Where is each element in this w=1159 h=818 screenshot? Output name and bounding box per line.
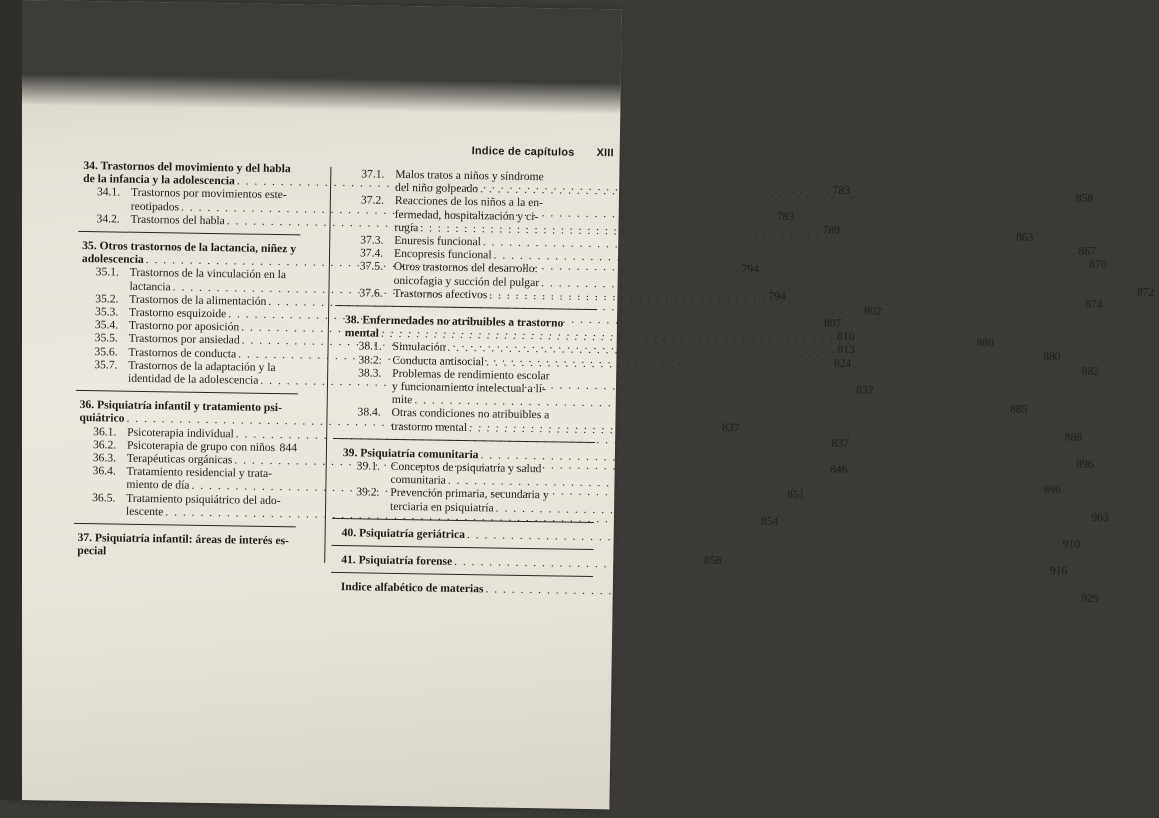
page-number: 807: [823, 316, 842, 330]
section-36-4: 36.4. Tratamiento residencial y trata- miento de día . . . 851: [92, 464, 296, 494]
section-37-5: 37.5. Otros trastornos del desarrollo: onicofagia y succión del pulgar . . . 872: [360, 260, 598, 290]
chapter-number: 40.: [341, 525, 357, 540]
page-number: 846: [829, 462, 848, 477]
chapter-title: Indice alfabético de materias: [340, 580, 484, 596]
chapter-number: 35.: [82, 238, 97, 253]
section-35-3: 35.3. Trastorno esquizoide . . . 807: [95, 305, 299, 321]
section-title: Trastornos por movimientos este-: [130, 186, 287, 202]
section-title: Tratamiento residencial y trata-: [126, 464, 273, 481]
page-number: 783: [776, 209, 795, 223]
header-title: Indice de capítulos: [471, 145, 575, 159]
chapter-title: Psiquiatría comunitaria: [360, 446, 479, 462]
section-title: Trastornos por ansiedad: [128, 332, 240, 347]
chapter-number: 38.: [344, 313, 360, 327]
chapter-title: Psiquiatría forense: [358, 553, 453, 568]
page-number: 903: [1091, 510, 1109, 524]
section-39-1: 39.1. Conceptos de psiquiatría y salud comunitaria . . . 896: [356, 459, 594, 489]
section-37-3: 37.3. Enuresis funcional . . . 867: [360, 233, 598, 250]
page-number: 874: [1084, 297, 1103, 311]
section-title: Otros trastornos del desarrollo:: [393, 260, 538, 276]
page-number: 880: [976, 336, 995, 350]
section-38-2: 38.2. Conducta antisocial . . . 882: [358, 353, 596, 370]
running-header: [472, 145, 614, 159]
chapter-divider: [331, 572, 593, 577]
section-title: Simulación: [392, 340, 446, 355]
section-title: Trastornos de conducta: [128, 345, 237, 361]
section-34-1: 34.1. Trastornos por movimientos este- reotipados . . . 783: [97, 186, 301, 216]
page-number: 802: [863, 304, 882, 318]
page-number: 813: [837, 343, 855, 357]
section-37-2: 37.2. Reacciones de los niños a la en- fermedad, hospitalización y ci- rugía . . . 863: [360, 194, 599, 237]
page-number: 810: [836, 330, 855, 344]
chapter-title: Psiquiatría infantil: áreas de interés es-: [94, 531, 290, 548]
chapter-title: Psiquiatría geriátrica: [358, 526, 466, 541]
page-number: 896: [1043, 483, 1062, 497]
chapter-35: 35. Otros trastornos de la lactancia, niñez y adolescencia . . . 794 35.1. Trastornos de la vinculación en la lactancia . . . 794 35.2. Trastornos de la alimentación . . . 802 35.3. Trastorno esquizoide . . . 807 35.4. Trastorno por aposición . . . 810 35.5. Trastornos por ansiedad . . . 813 35.6. Trastornos de conducta . . . 824 35.7. Trastornos de la adaptación y la identidad de la adolescencia . . . 832: [80, 239, 300, 388]
chapter-divider: [78, 231, 300, 235]
section-title: Reacciones de los niños a la en-: [394, 194, 544, 210]
chapter-divider: [74, 523, 296, 527]
section-title: Trastornos de la adaptación y la: [128, 358, 276, 374]
section-title: Trastornos del habla: [130, 212, 225, 228]
header-page-number: XIII: [596, 147, 614, 160]
section-36-2: 36.2. Psicoterapia de grupo con niños . . . 844: [93, 438, 297, 454]
section-title: Trastorno esquizoide: [129, 305, 227, 321]
section-title: Conceptos de psiquiatría y salud: [390, 459, 542, 476]
page-number: 837: [831, 436, 850, 450]
page-number: 789: [822, 223, 841, 237]
section-38-3: 38.3. Problemas de rendimiento escolar y funcionamiento intelectual a lí- mite . . . 885: [358, 366, 597, 409]
section-title: Trastornos de la alimentación: [129, 292, 267, 308]
chapter-number: 39.: [342, 445, 358, 460]
page-number: 872: [1136, 285, 1155, 299]
section-title: Problemas de rendimiento escolar: [392, 366, 550, 383]
chapter-title: Otros trastornos de la lactancia, niñez y: [99, 239, 297, 256]
page-number: 858: [1075, 191, 1094, 206]
page-number: 844: [279, 440, 298, 455]
page-number: 794: [741, 262, 759, 276]
section-title: Terapéuticas orgánicas: [126, 451, 233, 467]
section-title: Psicoterapia individual: [127, 425, 234, 441]
section-title: Encopresis funcional: [393, 247, 492, 262]
section-36-1: 36.1. Psicoterapia individual . . . 837: [93, 425, 297, 441]
section-34-2: 34.2. Trastornos del habla . . . 789: [96, 212, 300, 228]
section-title: Trastornos afectivos: [393, 286, 488, 302]
section-35-5: 35.5. Trastornos por ansiedad . . . 813: [95, 332, 299, 348]
chapter-title: Trastornos del movimiento y del habla: [100, 159, 291, 176]
section-35-2: 35.2. Trastornos de la alimentación . . . 802: [95, 292, 299, 308]
page-number: 863: [1015, 230, 1034, 244]
book-page: [9, 0, 1155, 809]
page-number: 910: [1062, 537, 1081, 551]
section-36-5: 36.5. Tratamiento psiquiátrico del ado- lescente . . . 854: [92, 491, 296, 521]
page-number: 854: [760, 514, 779, 528]
chapter-36: 36. Psiquiatría infantil y tratamiento psi- quiátrico . . . 837 36.1. Psicoterapia individual . . . 837 36.2. Psicoterapia de grupo con niños . . . 844 36.3. Terapéuticas orgánicas . . . 846 36.4. Tratamiento residencial y trata- miento de día . . . 851 36.5. Tratamiento psiquiátrico del ado- lescente . . . 854: [78, 398, 298, 520]
page-number: 888: [1064, 430, 1083, 444]
section-37-4: 37.4. Encopresis funcional . . . 870: [360, 247, 598, 264]
page-number: 896: [1076, 457, 1094, 471]
page-number: 916: [1049, 564, 1068, 578]
page-number: 837: [722, 421, 740, 435]
page-number: 885: [1009, 402, 1028, 417]
section-title: Trastorno por aposición: [128, 318, 240, 334]
page-number: 783: [832, 183, 851, 198]
page-number: 832: [856, 383, 874, 397]
section-title: Malos tratos a niños y síndrome: [395, 167, 544, 184]
chapter-number: 41.: [341, 553, 356, 567]
alphabetical-index-entry: [340, 580, 1099, 606]
page-top-shadow: [20, 0, 622, 114]
section-35-6: 35.6. Trastornos de conducta . . . 824: [94, 345, 298, 361]
section-35-1: 35.1. Trastornos de la vinculación en la lactancia . . . 794: [95, 266, 299, 296]
page-number: 794: [768, 289, 786, 303]
chapter-divider: [333, 438, 595, 443]
section-title: Trastornos de la vinculación en la: [129, 266, 287, 282]
page-number: 851: [787, 488, 805, 502]
section-38-1: 38.1. Simulación . . . 880: [358, 340, 596, 357]
page-number: 867: [1078, 244, 1097, 258]
section-38-4: 38.4. Otras condiciones no atribuibles a trastorno mental . . . 888: [357, 406, 595, 436]
page-number: 929: [1081, 591, 1099, 606]
chapter-divider: [76, 390, 298, 394]
section-title: Psicoterapia de grupo con niños: [126, 438, 276, 454]
chapter-title: Psiquiatría infantil y tratamiento psi-: [96, 398, 282, 415]
chapter-divider: [335, 305, 597, 310]
book-spine-shadow: [0, 0, 22, 800]
section-title: Enuresis funcional: [394, 233, 481, 249]
chapter-37: 37. Psiquiatría infantil: áreas de interés es- pecial 858: [77, 531, 722, 568]
section-36-3: 36.3. Terapéuticas orgánicas . . . 846: [93, 451, 297, 467]
section-37-1: 37.1. Malos tratos a niños y síndrome del niño golpeado . . . 858: [361, 167, 599, 197]
section-37-6: 37.6. Trastornos afectivos . . . 874: [359, 286, 597, 303]
chapter-number: 37.: [77, 531, 93, 545]
chapter-number: 34.: [83, 158, 99, 173]
section-title: Conducta antisocial: [392, 353, 485, 368]
chapter-number: 36.: [79, 398, 95, 412]
section-title: Prevención primaria, secundaria y: [390, 486, 549, 502]
chapter-divider: [332, 518, 594, 523]
page-number: 870: [1089, 258, 1107, 272]
chapter-40: [341, 525, 1081, 551]
section-35-4: 35.4. Trastorno por aposición . . . 810: [95, 318, 299, 334]
chapter-divider: [331, 545, 593, 550]
page-number: 880: [1043, 350, 1061, 364]
chapter-title-cont: de la infancia y la adolescencia: [83, 172, 235, 188]
page-number: 858: [703, 554, 722, 568]
section-35-7: 35.7. Trastornos de la adaptación y la identidad de la adolescencia . . . 832: [94, 358, 298, 388]
section-title: Tratamiento psiquiátrico del ado-: [126, 491, 281, 507]
page-number: 882: [1081, 364, 1100, 378]
section-39-2: 39.2. Prevención primaria, secundaria y terciaria en psiquiatría . . . 903: [356, 486, 594, 516]
page-number: 824: [833, 356, 852, 370]
chapter-38: 38. Enfermedades no atribuibles a trastorno mental . . . 880 38.1. Simulación . . . 880 38.2. Conducta antisocial . . . 882 38.3. Problemas de rendimiento escolar y funcionamiento intelectual a lí- mite . . . 885 38.4. Otras condiciones no atribuibles a trastorno mental . . . 888: [343, 313, 597, 436]
section-title: Otras condiciones no atribuibles a: [391, 406, 550, 422]
chapter-title: Enfermedades no atribuibles a trastorno: [362, 313, 564, 330]
